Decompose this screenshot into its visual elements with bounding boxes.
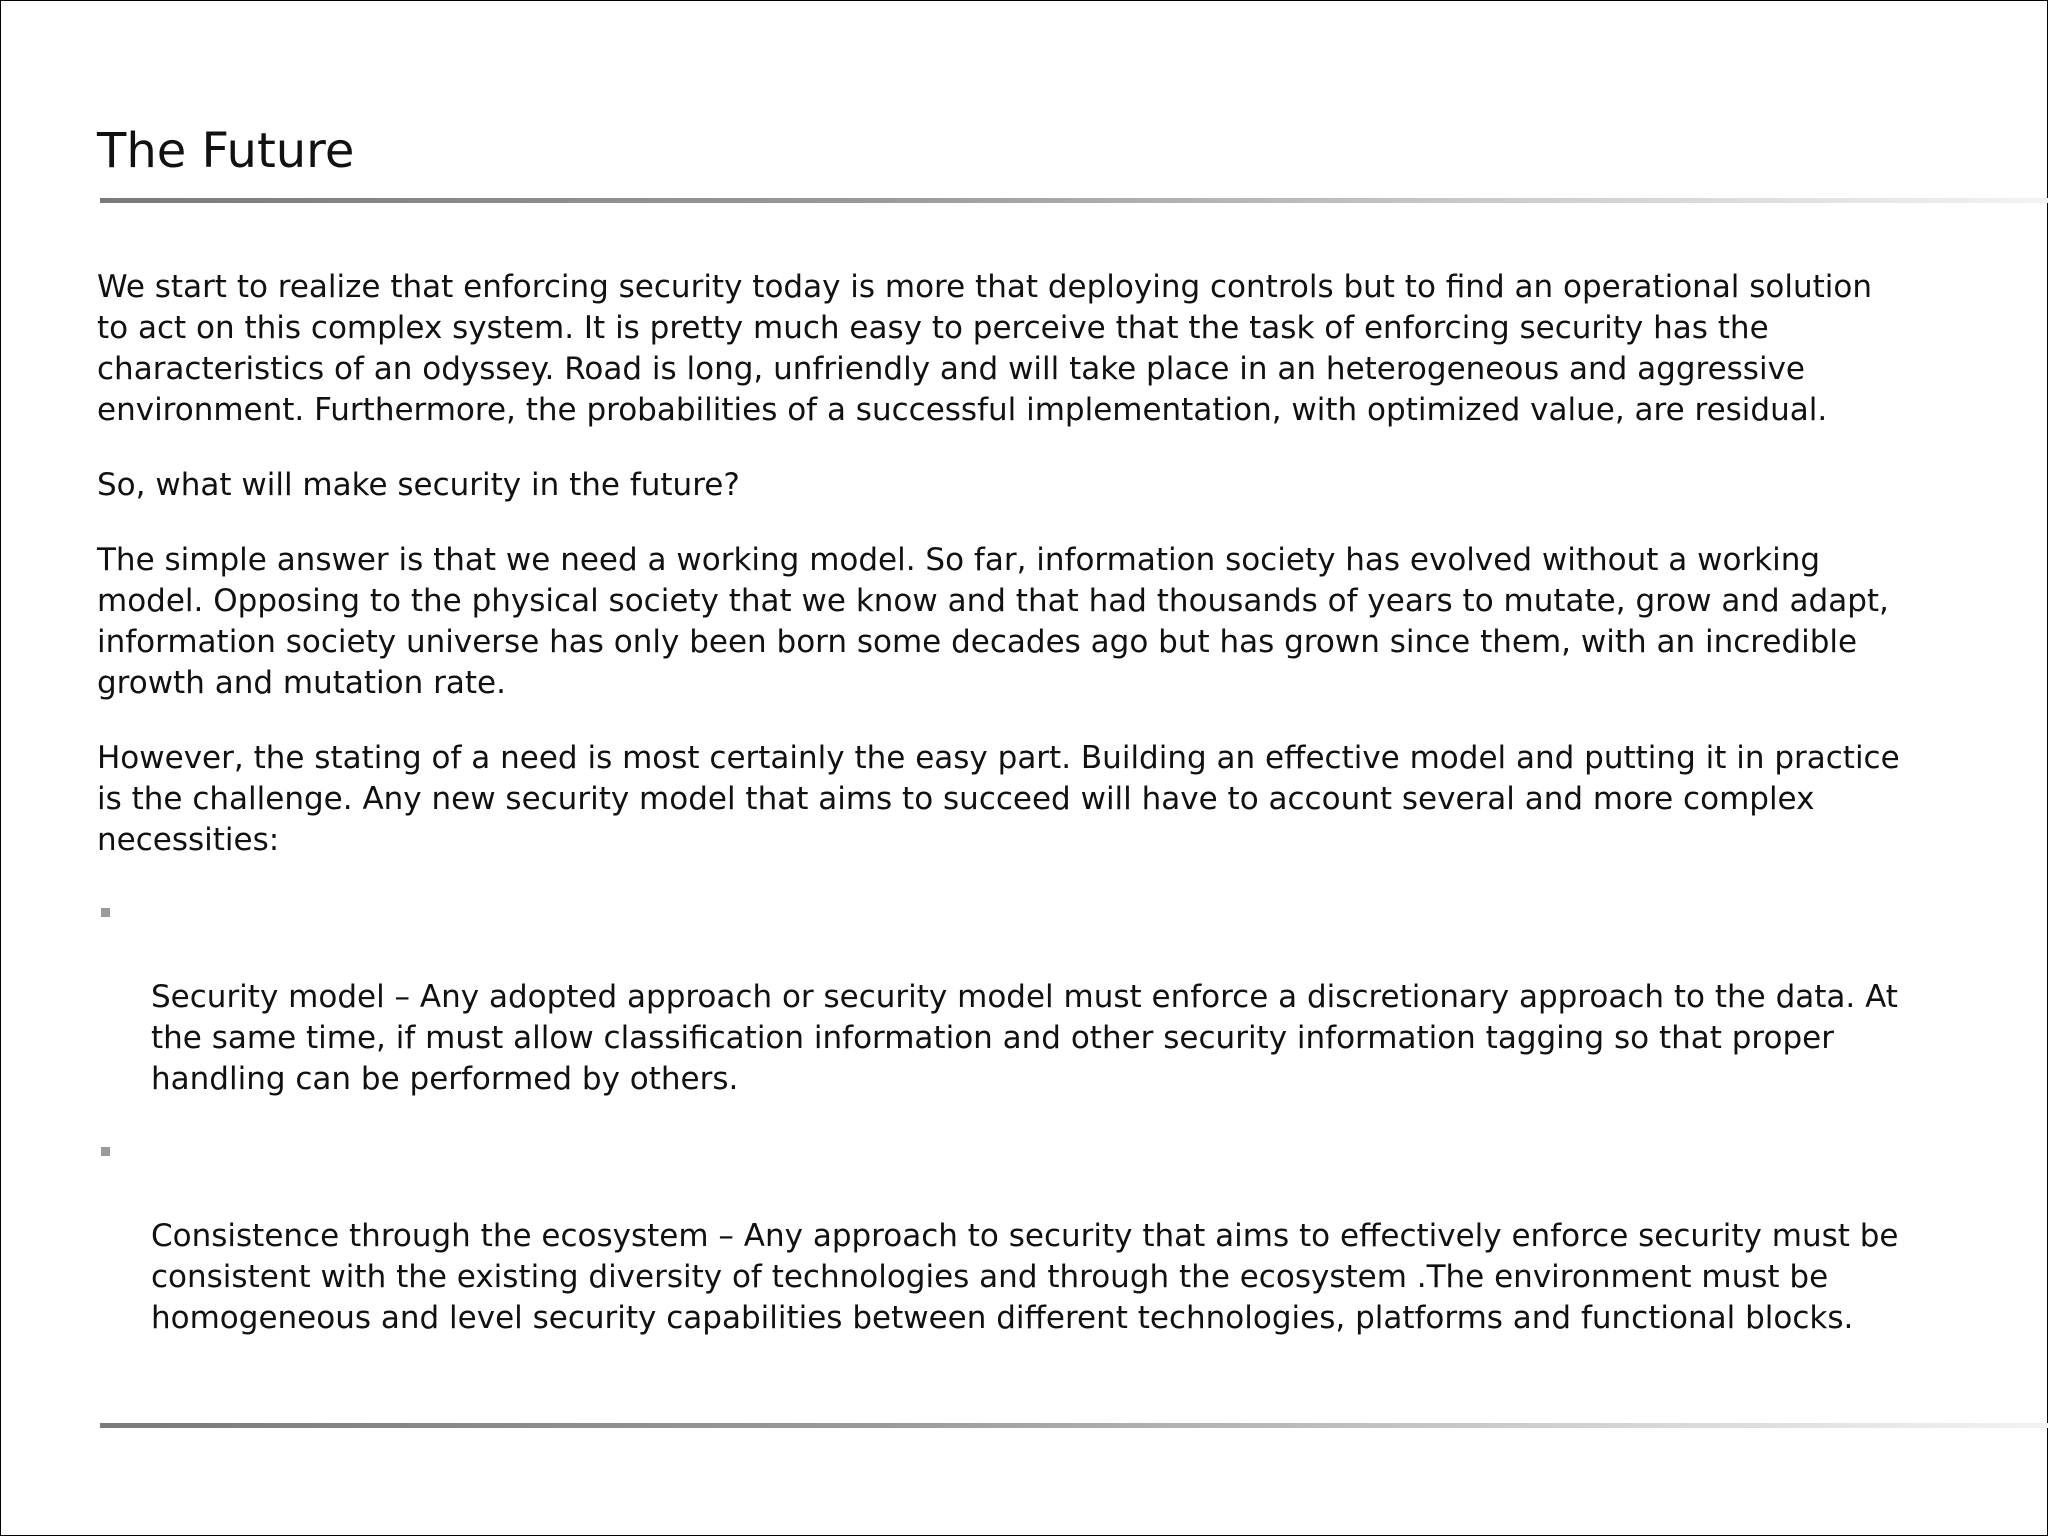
bullet-list: [97, 895, 2017, 1339]
slide-title: The Future: [97, 123, 355, 179]
title-divider: [100, 198, 2048, 203]
body-paragraph: We start to realize that enforcing security today is more that deploying controls but to find an operational solution to act on this complex system. It is pretty much easy to perceive that the task of enforcing security has the characteristics of an odyssey. Road is long, unfriendly and will take place in an heterogeneous and aggressive environment. Furthermore, the probabilities of a successful implementation, with optimized value, are residual.: [97, 269, 1873, 428]
square-bullet-icon: [101, 908, 110, 917]
bullet-text: Security model – Any adopted approach or security model must enforce a discretionary approach to the data. At the same time, if must allow classification information and other security information tagging so that proper handling can be performed by others.: [151, 979, 1898, 1097]
square-bullet-icon: [101, 1147, 110, 1156]
bullet-item: [97, 1134, 2017, 1339]
footer-divider: [100, 1423, 2048, 1428]
body-paragraph: The simple answer is that we need a working model. So far, information society has evolved without a working model. Opposing to the physical society that we know and that had thousands of years to mutate, grow and adapt, information society universe has only been born some decades ago but has grown since them, with an incredible growth and mutation rate.: [97, 542, 1889, 701]
body-paragraph: So, what will make security in the future?: [97, 467, 740, 503]
slide-body: [97, 267, 2017, 1373]
bullet-item: [97, 895, 2017, 1100]
bullet-text: Consistence through the ecosystem – Any approach to security that aims to effectively enforce security must be consistent with the existing diversity of technologies and through the ecosystem .The environment must be homogeneous and level security capabilities between different technologies, platforms and functional blocks.: [151, 1218, 1899, 1336]
body-paragraph: However, the stating of a need is most certainly the easy part. Building an effective model and putting it in practice is the challenge. Any new security model that aims to succeed will have to account several and more complex necessities:: [97, 740, 1900, 858]
